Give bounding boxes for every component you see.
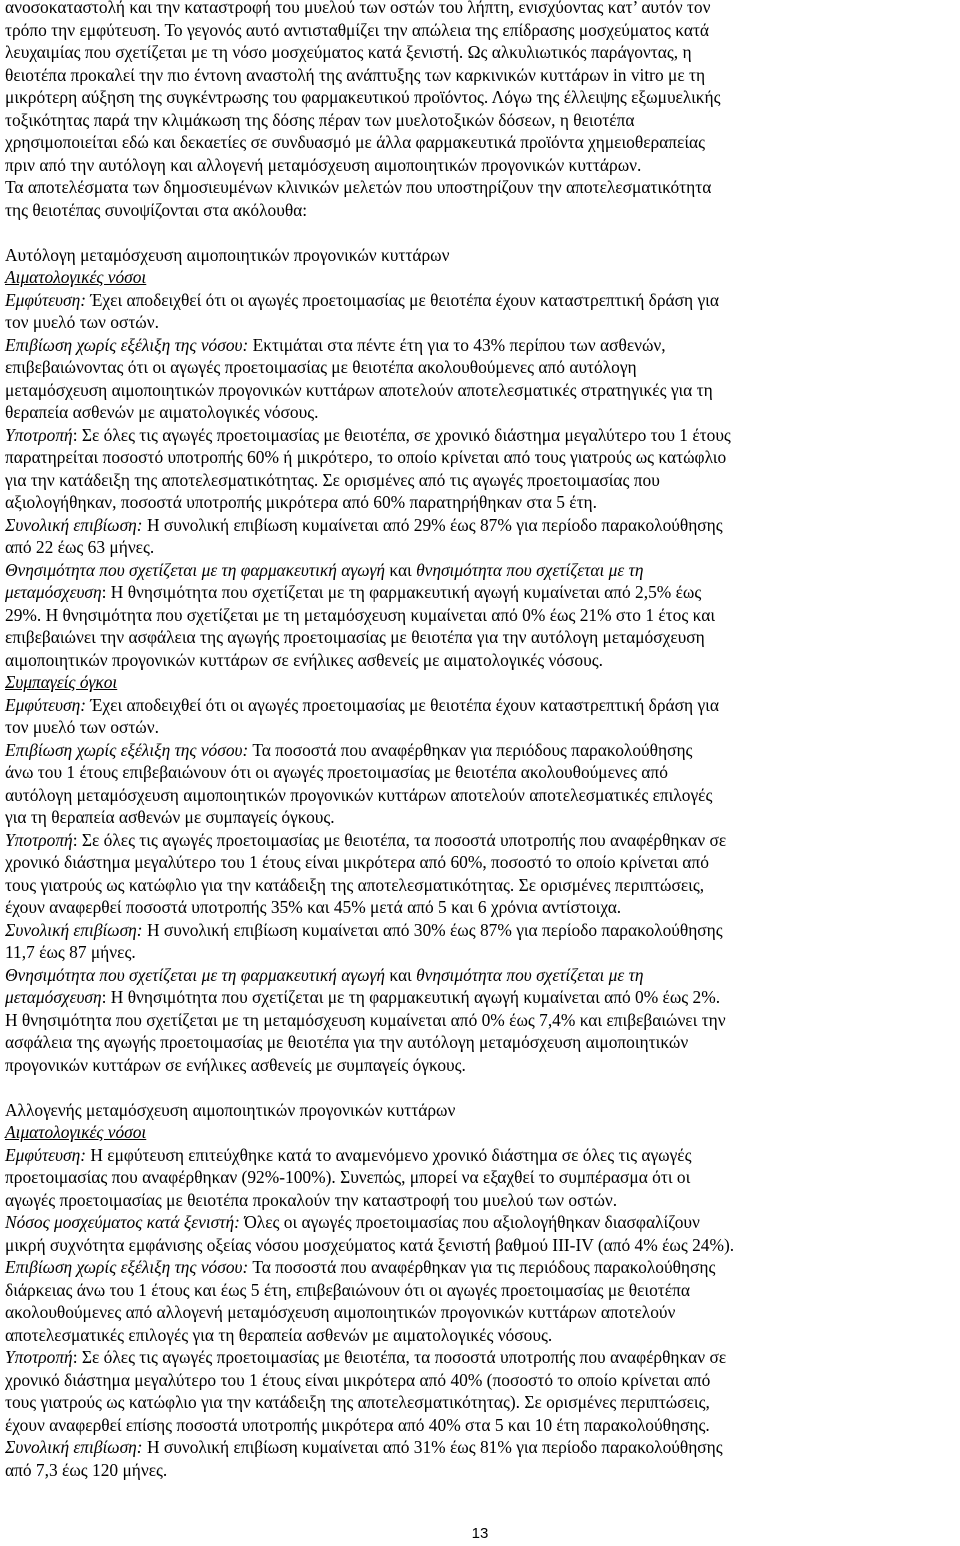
item-text: και [384,559,417,580]
text-line: χρησιμοποιείται εδώ και δεκαετίες σε συνδυασμό με άλλα φαρμακευτικά προϊόντα χημειοθεραπείας [5,132,706,152]
text-line: ακολουθούμενες από αλλογενή μεταμόσχευση αιμοποιητικών προγονικών κυττάρων αποτελούν [5,1302,676,1322]
item-label: Υποτροπή [5,829,73,850]
text-line: μεταμόσχευση αιμοποιητικών προγονικών κυττάρων αποτελούν αποτελεσματικές στρατηγικές για τη [5,379,713,400]
dfs-item [5,1256,955,1346]
item-label: μεταμόσχευση [5,582,102,602]
item-label: Συνολική επιβίωση: [5,514,143,535]
text-line: ανοσοκαταστολή και την καταστροφή του μυελού των οστών του λήπτη, ενισχύοντας κατ’ αυτόν τον [5,0,711,17]
engraftment-item [5,289,955,334]
text-line: έχουν αναφερθεί επίσης ποσοστά υποτροπής μικρότερα από 40% στα 5 και 10 έτη παρακολούθησης. [5,1414,710,1435]
document-page [5,0,955,1481]
section-heading: Αυτόλογη μεταμόσχευση αιμοποιητικών προγονικών κυττάρων [5,244,450,265]
text-line: αυτόλογη μεταμόσχευση αιμοποιητικών προγονικών κυττάρων αποτελούν αποτελεσματικές επιλογές [5,784,713,805]
text-line: μικρή συχνότητα εμφάνισης οξείας νόσου μοσχεύματος κατά ξενιστή βαθμού III-IV (από 4% έως 24%). [5,1234,735,1255]
relapse-item [5,424,955,514]
text-line: χρονικό διάστημα μεγαλύτερο του 1 έτους είναι μικρότερα από 40% (ποσοστό το οποίο κρίνεται από [5,1369,711,1390]
text-line: επιβεβαιώνει την ασφάλεια της αγωγής προετοιμασίας με θειοτέπα για την αυτόλογη μεταμόσχευση [5,627,705,647]
text-line: πριν από την αυτόλογη και αλλογενή μεταμόσχευση αιμοποιητικών προγονικών κυττάρων. [5,154,642,175]
text-line: θεραπεία ασθενών με αιματολογικές νόσους. [5,402,319,422]
item-label: Εμφύτευση: [5,694,87,715]
text-line: τους γιατρούς ως κατώφλιο για την κατάδειξη της αποτελεσματικότητας). Σε ορισμένες περιπτώσεις, [5,1392,710,1412]
engraftment-item [5,694,955,739]
section-heading: Αλλογενής μεταμόσχευση αιμοποιητικών προγονικών κυττάρων [5,1099,456,1120]
item-label: Εμφύτευση: [5,1144,87,1165]
text-line: από 7,3 έως 120 μήνες. [5,1459,168,1480]
item-text: : Η θνησιμότητα που σχετίζεται με τη φαρμακευτική αγωγή κυμαίνεται από 2,5% έως [101,582,702,602]
item-label: Υποτροπή [5,1347,73,1367]
subsection-heading: Αιματολογικές νόσοι [5,267,147,287]
mortality-item [5,559,955,672]
item-label: Θνησιμότητα που σχετίζεται με τη φαρμακευτική αγωγή [5,964,385,985]
page-number: 13 [471,1525,489,1542]
item-label: Επιβίωση χωρίς εξέλιξη της νόσου: [5,334,249,355]
text-line: προετοιμασίας που αναφέρθηκαν (92%-100%). Συνεπώς, μπορεί να εξαχθεί το συμπέρασμα ότι οι [5,1167,691,1187]
text-line: ασφάλεια της αγωγής προετοιμασίας με θειοτέπα για την αυτόλογη μεταμόσχευση αιμοποιητικών [5,1032,689,1052]
item-label: Θνησιμότητα που σχετίζεται με τη φαρμακευτική αγωγή [5,559,385,580]
item-text: : Σε όλες τις αγωγές προετοιμασίας με θειοτέπα, σε χρονικό διάστημα μεγαλύτερο του 1 έτους [72,424,731,445]
text-line: άνω του 1 έτους επιβεβαιώνουν ότι οι αγωγές προετοιμασίας με θειοτέπα ακολουθούμενες από [5,762,668,782]
dfs-item [5,334,955,424]
text-line: Τα αποτελέσματα των δημοσιευμένων κλινικών μελετών που υποστηρίζουν την αποτελεσματικότητα [5,177,712,197]
overall-survival-item [5,514,955,559]
spacer [5,221,955,244]
item-label: θνησιμότητα που σχετίζεται με τη [416,964,644,985]
item-text: Όλες οι αγωγές προετοιμασίας που αξιολογήθηκαν διασφαλίζουν [239,1212,700,1232]
spacer [5,1076,955,1099]
item-text: Έχει αποδειχθεί ότι οι αγωγές προετοιμασίας με θειοτέπα έχουν καταστρεπτική δράση για [86,289,719,310]
allogeneic-section [5,1099,955,1482]
text-line: τοξικότητας παρά την κλιμάκωση της δόσης πέραν των μυελοτοξικών δόσεων, η θειοτέπα [5,109,635,130]
text-line: για τη θεραπεία ασθενών με συμπαγείς όγκους. [5,807,335,827]
item-text: : Σε όλες τις αγωγές προετοιμασίας με θειοτέπα, τα ποσοστά υποτροπής που αναφέρθηκαν σε [72,829,727,850]
subsection-heading: Αιματολογικές νόσοι [5,1122,147,1142]
text-line: αποτελεσματικές επιλογές για τη θεραπεία ασθενών με αιματολογικές νόσους. [5,1324,553,1345]
item-text: Η συνολική επιβίωση κυμαίνεται από 31% έως 81% για περίοδο παρακολούθησης [142,1437,723,1457]
text-line: διάρκειας άνω του 1 έτους και έως 5 έτη, επιβεβαιώνουν ότι οι αγωγές προετοιμασίας με θειοτέπα [5,1279,690,1300]
text-line: λευχαιμίας που σχετίζεται με τη νόσο μοσχεύματος κατά ξενιστή. Ως αλκυλιωτικός παράγοντας, η [5,42,692,62]
item-label: Επιβίωση χωρίς εξέλιξη της νόσου: [5,739,249,760]
relapse-item [5,1346,955,1436]
item-label: Συνολική επιβίωση: [5,1437,143,1457]
text-line: της θειοτέπας συνοψίζονται στα ακόλουθα: [5,199,308,220]
item-label: Συνολική επιβίωση: [5,919,143,940]
text-line: προγονικών κυττάρων σε ενήλικες ασθενείς με συμπαγείς όγκους. [5,1054,466,1075]
text-line: τον μυελό των οστών. [5,312,159,332]
item-text: Τα ποσοστά που αναφέρθηκαν για τις περιόδους παρακολούθησης [248,1257,716,1277]
item-text: Η εμφύτευση επιτεύχθηκε κατά το αναμενόμενο χρονικό διάστημα σε όλες τις αγωγές [86,1144,692,1165]
engraftment-item [5,1144,955,1212]
text-line: αξιολογήθηκαν, ποσοστά υποτροπής μικρότερα από 60% παρατηρήθηκαν στα 5 έτη. [5,492,597,512]
text-line: 11,7 έως 87 μήνες. [5,942,136,962]
text-line: μικρότερη αύξηση της συγκέντρωσης του φαρμακευτικού προϊόντος. Λόγω της έλλειψης εξωμυελικής [5,87,721,107]
text-line: αιμοποιητικών προγονικών κυττάρων σε ενήλικες ασθενείς με αιματολογικές νόσους. [5,649,603,670]
autologous-section [5,244,955,1077]
dfs-item [5,739,955,829]
subsection-heading: Συμπαγείς όγκοι [5,672,118,692]
item-text: Τα ποσοστά που αναφέρθηκαν για περιόδους παρακολούθησης [248,739,693,760]
text-line: παρατηρείται ποσοστό υποτροπής 60% ή μικρότερο, το οποίο κρίνεται από τους γιατρούς ως κατώφλιο [5,447,727,467]
text-line: θειοτέπα προκαλεί την πιο έντονη αναστολή της ανάπτυξης των καρκινικών κυττάρων in vitro με τη [5,64,706,85]
item-label: Επιβίωση χωρίς εξέλιξη της νόσου: [5,1257,249,1277]
mortality-item [5,964,955,1077]
overall-survival-item [5,919,955,964]
text-line: από 22 έως 63 μήνες. [5,537,155,557]
item-text: Η συνολική επιβίωση κυμαίνεται από 30% έως 87% για περίοδο παρακολούθησης [142,919,723,940]
overall-survival-item [5,1436,955,1481]
item-text: Έχει αποδειχθεί ότι οι αγωγές προετοιμασίας με θειοτέπα έχουν καταστρεπτική δράση για [86,694,719,715]
item-text: : Σε όλες τις αγωγές προετοιμασίας με θειοτέπα, τα ποσοστά υποτροπής που αναφέρθηκαν σε [72,1347,727,1367]
relapse-item [5,829,955,919]
item-label: Υποτροπή [5,424,73,445]
text-line: Η θνησιμότητα που σχετίζεται με τη μεταμόσχευση κυμαίνεται από 0% έως 7,4% και επιβεβαιώνει την [5,1009,726,1030]
text-line: τρόπο την εμφύτευση. Το γεγονός αυτό αντισταθμίζει την απώλεια της επίδρασης μοσχεύματος κατά [5,19,710,40]
text-line: τον μυελό των οστών. [5,717,159,737]
item-label: θνησιμότητα που σχετίζεται με τη [416,559,644,580]
text-line: για την κατάδειξη της αποτελεσματικότητας. Σε ορισμένες από τις αγωγές προετοιμασίας που [5,469,660,490]
intro-paragraph [5,0,955,221]
text-line: επιβεβαιώνοντας ότι οι αγωγές προετοιμασίας με θειοτέπα ακολουθούμενες από αυτόλογη [5,357,637,377]
item-label: Νόσος μοσχεύματος κατά ξενιστή: [5,1212,240,1232]
text-line: έχουν αναφερθεί ποσοστά υποτροπής 35% και 45% μετά από 5 και 6 χρόνια αντίστοιχα. [5,897,622,917]
text-line: χρονικό διάστημα μεγαλύτερο του 1 έτους είναι μικρότερα από 60%, ποσοστό το οποίο κρίνεται από [5,852,709,872]
item-label: Εμφύτευση: [5,289,87,310]
item-text: Εκτιμάται στα πέντε έτη για το 43% περίπου των ασθενών, [248,334,666,355]
gvhd-item [5,1211,955,1256]
text-line: 29%. Η θνησιμότητα που σχετίζεται με τη μεταμόσχευση κυμαίνεται από 0% έως 21% στο 1 έτος και [5,604,715,625]
item-label: μεταμόσχευση [5,987,102,1007]
item-text: : Η θνησιμότητα που σχετίζεται με τη φαρμακευτική αγωγή κυμαίνεται από 0% έως 2%. [101,987,721,1007]
text-line: αγωγές προετοιμασίας με θειοτέπα προκαλούν την καταστροφή του μυελού των οστών. [5,1189,618,1210]
item-text: και [384,964,417,985]
item-text: Η συνολική επιβίωση κυμαίνεται από 29% έως 87% για περίοδο παρακολούθησης [142,514,723,535]
text-line: τους γιατρούς ως κατώφλιο για την κατάδειξη της αποτελεσματικότητας. Σε ορισμένες περιπτώσεις, [5,874,705,895]
